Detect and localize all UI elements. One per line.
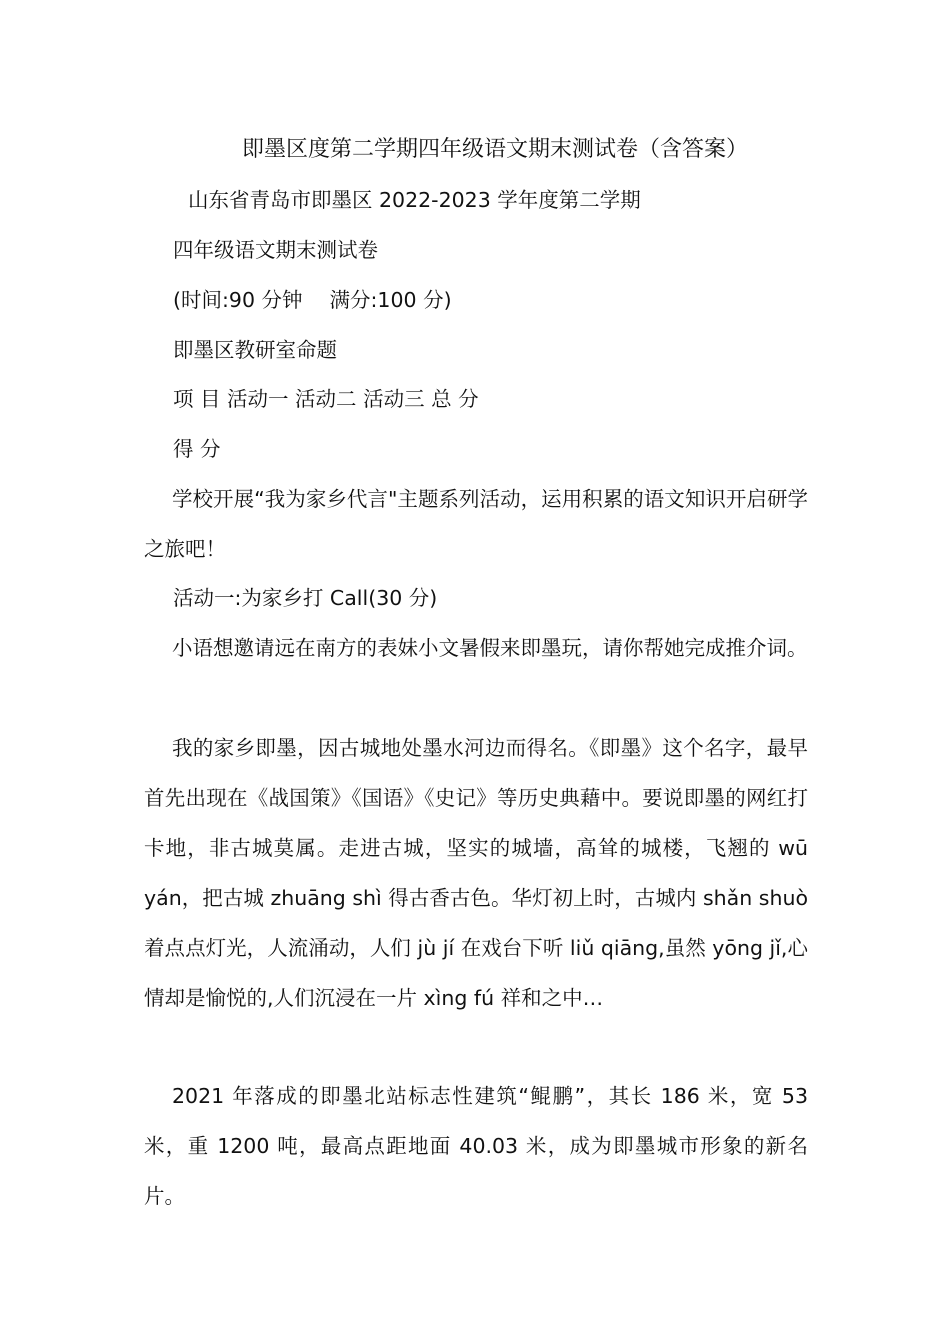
document-title: 即墨区度第二学期四年级语文期末测试卷（含答案）	[241, 137, 748, 162]
exam-subtitle: 山东省青岛市即墨区 2022-2023 学年度第二学期	[188, 188, 641, 212]
passage-paragraph-2: 2021 年落成的即墨北站标志性建筑“鲲鹏”，其长 186 米，宽 53 米，重 1200 吨，最高点距地面 40.03 米，成为即墨城市形象的新名片。	[144, 1084, 808, 1208]
activity1-heading: 活动一:为家乡打 Call(30 分)	[173, 586, 438, 610]
passage-paragraph-1: 我的家乡即墨，因古城地处墨水河边而得名。《即墨》这个名字，最早首先出现在《战国策》《国语》《史记》等历史典藉中。要说即墨的网红打卡地，非古城莫属。走进古城，坚实的城墙，高耸的城楼，飞翘的 wū yán，把古城 zhuāng shì 得古香古色。华灯初上时，古城内 shǎn shuò 着点点灯光，人流涌动，人们 jù jí 在戏台下听 liǔ qiāng,虽然 yōng jǐ,心情却是愉悦的,人们沉浸在一片 xìng fú 祥和之中…	[144, 736, 808, 1010]
author-line: 即墨区教研室命题	[173, 338, 337, 362]
score-table-header: 项 目 活动一 活动二 活动三 总 分	[173, 387, 479, 411]
activity1-prompt: 小语想邀请远在南方的表妹小文暑假来即墨玩，请你帮她完成推介词。	[172, 636, 808, 660]
exam-name: 四年级语文期末测试卷	[173, 238, 378, 262]
intro-paragraph: 学校开展“我为家乡代言"主题系列活动，运用积累的语文知识开启研学之旅吧！	[144, 487, 808, 561]
score-table-row: 得 分	[173, 437, 221, 461]
time-info: (时间:90 分钟 满分:100 分)	[173, 288, 452, 312]
